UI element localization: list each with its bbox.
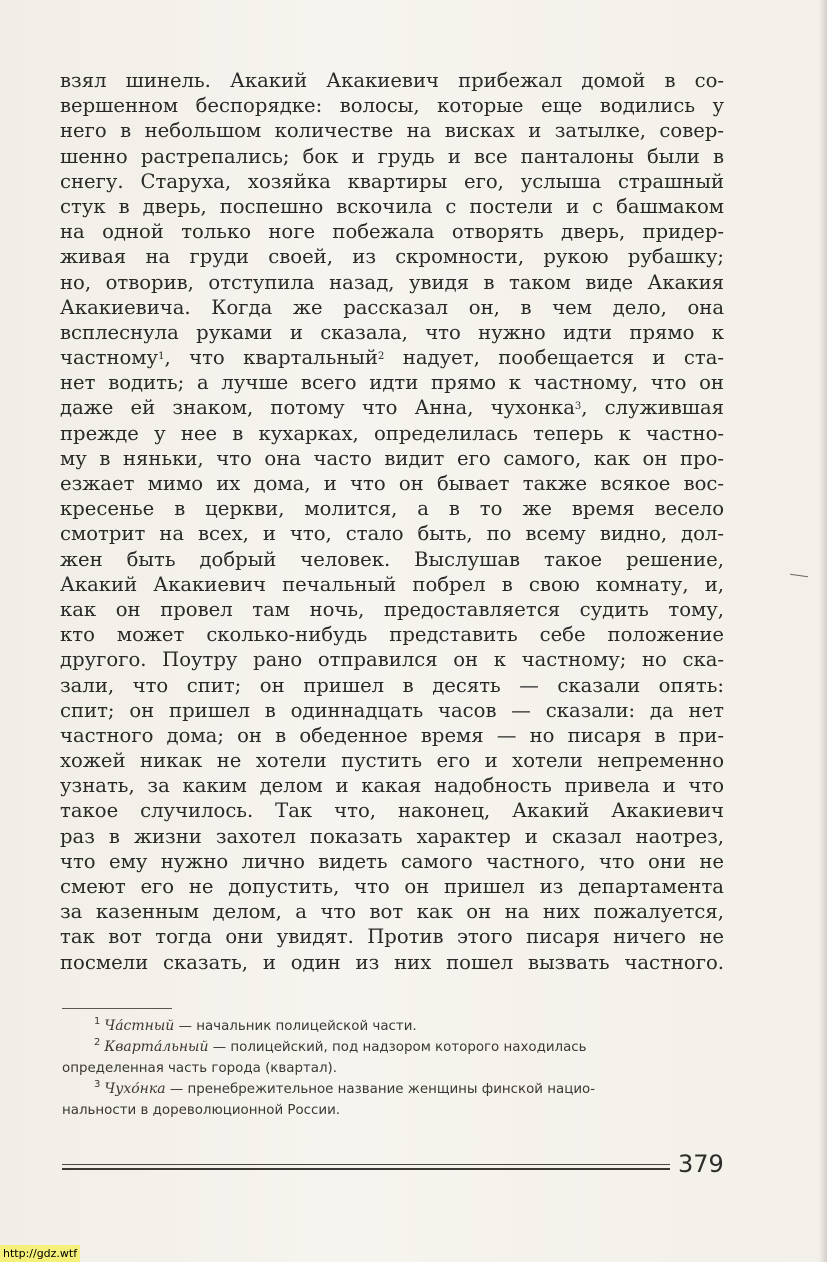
text-line: Акакий Акакиевич печальный побрел в свою комнату, и, [60, 572, 724, 596]
footnote-term: Чухо́нка [104, 1081, 166, 1097]
text-line: него в небольшом количестве на висках и затылке, совер- [60, 119, 724, 143]
text-line: частному$^1$, что квартальный$^2$ надует, пообещается и ста- [60, 346, 724, 370]
text-line: узнать, за каким делом и какая надобность привела и что [60, 774, 724, 798]
text-line: даже ей знаком, потому что Анна, чухонка$^3$, служившая [60, 396, 725, 420]
text-line: езжает мимо их дома, и что он бывает также всякое вос- [60, 472, 724, 495]
text-line: посмели сказать, и один из них пошел вызвать частного. [60, 950, 724, 974]
footnote-text: — пренебрежительное название женщины финской нацио- [165, 1082, 596, 1097]
footnote-3 [62, 1079, 722, 1121]
footnote-1 [62, 1016, 722, 1037]
watermark-link[interactable]: http://gdz.wtf [0, 1245, 80, 1262]
text-line: живая на груди своей, из скромности, рукою рубашку; [60, 245, 724, 269]
text-line: нет водить; а лучше всего идти прямо к частному, что он [60, 371, 724, 395]
footnotes [62, 1016, 722, 1121]
text-line: кто может сколько-нибудь представить себе положение [60, 623, 724, 647]
text-line: жен быть добрый человек. Выслушав такое решение, [60, 547, 724, 571]
footnote-number: 3 [94, 1079, 101, 1090]
footnote-separator [62, 1008, 172, 1009]
text-line: такое случилось. Так что, наконец, Акакий Акакиевич [60, 799, 724, 823]
text-line: всплеснула руками и сказала, что нужно идти прямо к [60, 320, 724, 344]
footnote-marker[interactable]: 1 [158, 351, 165, 363]
text-line: му в няньки, что она часто видит его самого, как он про- [60, 446, 724, 470]
footnote-number: 1 [94, 1016, 101, 1027]
text-line: снегу. Старуха, хозяйка квартиры его, услыша страшный [60, 169, 724, 193]
footnote-marker[interactable]: 3 [574, 401, 582, 413]
text-line: спит; он пришел в одиннадцать часов — сказали: да нет [60, 698, 724, 722]
page-edge-shadow [819, 0, 827, 1262]
footnote-text-continued: нальности в дореволюционной России. [62, 1103, 341, 1118]
text-line: частного дома; он в обеденное время — но писаря в при- [60, 723, 724, 747]
text-line: вершенном беспорядке: волосы, которые еще водились у [60, 94, 724, 118]
text-line: кресенье в церкви, молится, а в то же время весело [60, 497, 724, 521]
footnote-term: Ча́стный [104, 1018, 175, 1034]
footnote-marker[interactable]: 2 [378, 351, 385, 363]
text-line: но, отворив, отступила назад, увидя в таком виде Акакия [60, 270, 724, 294]
text-line: стук в дверь, поспешно вскочила с постели и с башмаком [60, 194, 724, 218]
text-line: зали, что спит; он пришел в десять — сказали опять: [60, 673, 724, 697]
footnote-text: — полицейский, под надзором которого находилась [208, 1040, 587, 1055]
footnote-text-continued: определенная часть города (квартал). [62, 1061, 338, 1076]
text-line: смеют его не допустить, что он пришел из департамента [60, 875, 724, 898]
margin-pencil-mark [790, 574, 808, 577]
text-line: как он провел там ночь, предоставляется судить тому, [60, 597, 724, 621]
footnote-text: — начальник полицейской части. [174, 1019, 417, 1034]
footnote-2 [62, 1037, 722, 1079]
text-line: так вот тогда они увидят. Против этого писаря ничего не [60, 925, 724, 949]
text-line: за казенным делом, а что вот как он на них пожалуется, [60, 900, 724, 924]
text-line: что ему нужно лично видеть самого частного, что они не [60, 849, 724, 873]
text-line: смотрит на всех, и что, стало быть, по всему видно, дол- [60, 522, 724, 546]
text-line: другого. Поутру рано отправился он к частному; но ска- [60, 648, 724, 672]
text-line: на одной только ноге побежала отворять дверь, придер- [60, 220, 724, 244]
text-line: хожей никак не хотели пустить его и хотели непременно [60, 749, 724, 773]
text-line: взял шинель. Акакий Акакиевич прибежал домой в со- [60, 69, 724, 92]
page-number: 379 [678, 1150, 724, 1178]
main-text [60, 68, 724, 975]
text-line: Акакиевича. Когда же рассказал он, в чем дело, она [60, 295, 724, 319]
footnote-term: Кварта́льный [104, 1039, 209, 1055]
text-line: прежде у нее в кухарках, определилась теперь к частно- [60, 421, 724, 445]
page-footer-rule [62, 1164, 670, 1172]
text-line: шенно растрепались; бок и грудь и все панталоны были в [60, 144, 724, 168]
text-line: раз в жизни захотел показать характер и сказал наотрез, [60, 824, 724, 848]
footnote-number: 2 [94, 1037, 101, 1048]
